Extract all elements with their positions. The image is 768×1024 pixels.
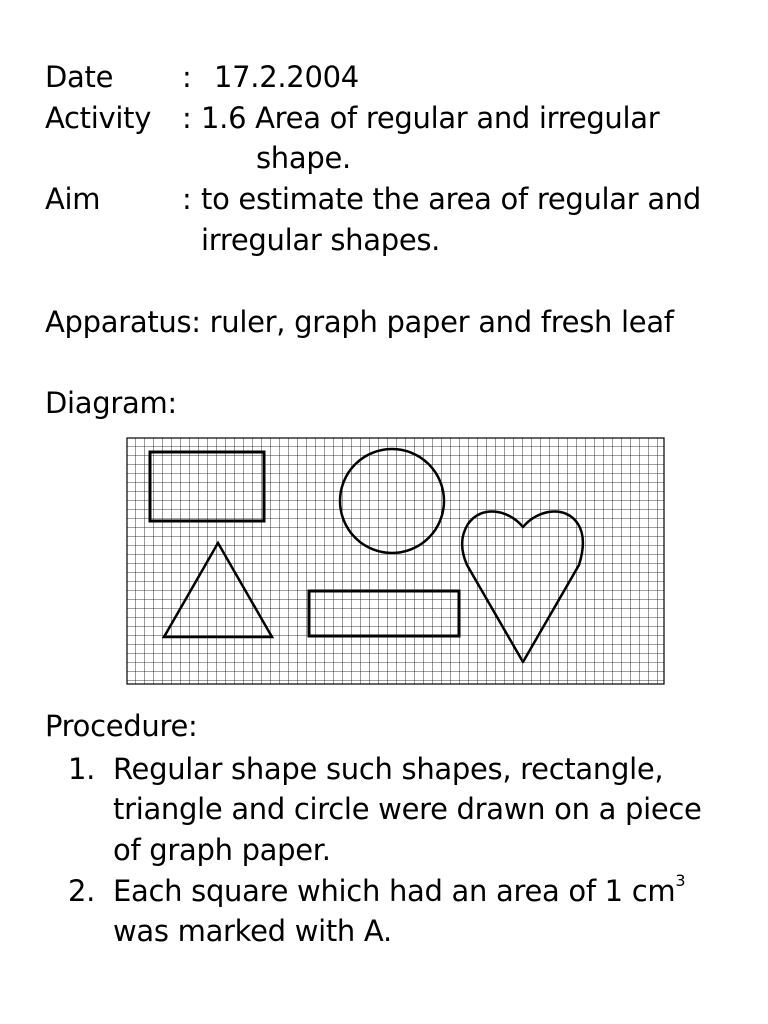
date-separator: : <box>182 60 192 94</box>
apparatus-text: Apparatus: ruler, graph paper and fresh leaf <box>45 305 674 339</box>
aim-line-1: to estimate the area of regular and <box>201 182 701 216</box>
activity-label: Activity <box>45 101 152 135</box>
activity-line-1: 1.6 Area of regular and irregular <box>201 101 660 135</box>
date-label: Date <box>45 60 114 94</box>
aim-separator: : <box>182 182 192 216</box>
step-1-line-3: of graph paper. <box>113 833 331 867</box>
step-2-superscript: 3 <box>675 871 686 891</box>
activity-line-2: shape. <box>256 141 351 175</box>
graph-paper-diagram <box>126 437 666 687</box>
diagram-heading: Diagram: <box>45 386 177 420</box>
step-1-number: 1. <box>68 752 96 786</box>
step-1-line-1: Regular shape such shapes, rectangle, <box>113 752 664 786</box>
procedure-heading: Procedure: <box>45 709 198 743</box>
step-2-line-2: was marked with A. <box>113 914 392 948</box>
aim-label: Aim <box>45 182 101 216</box>
activity-separator: : <box>182 101 192 135</box>
date-value: 17.2.2004 <box>214 60 359 94</box>
step-2-number: 2. <box>68 874 96 908</box>
aim-line-2: irregular shapes. <box>201 223 441 257</box>
step-2-line-1 <box>113 871 685 911</box>
step-1-line-2: triangle and circle were drawn on a piece <box>113 792 702 826</box>
step-2-line-1-text: Each square which had an area of 1 cm <box>113 874 676 908</box>
